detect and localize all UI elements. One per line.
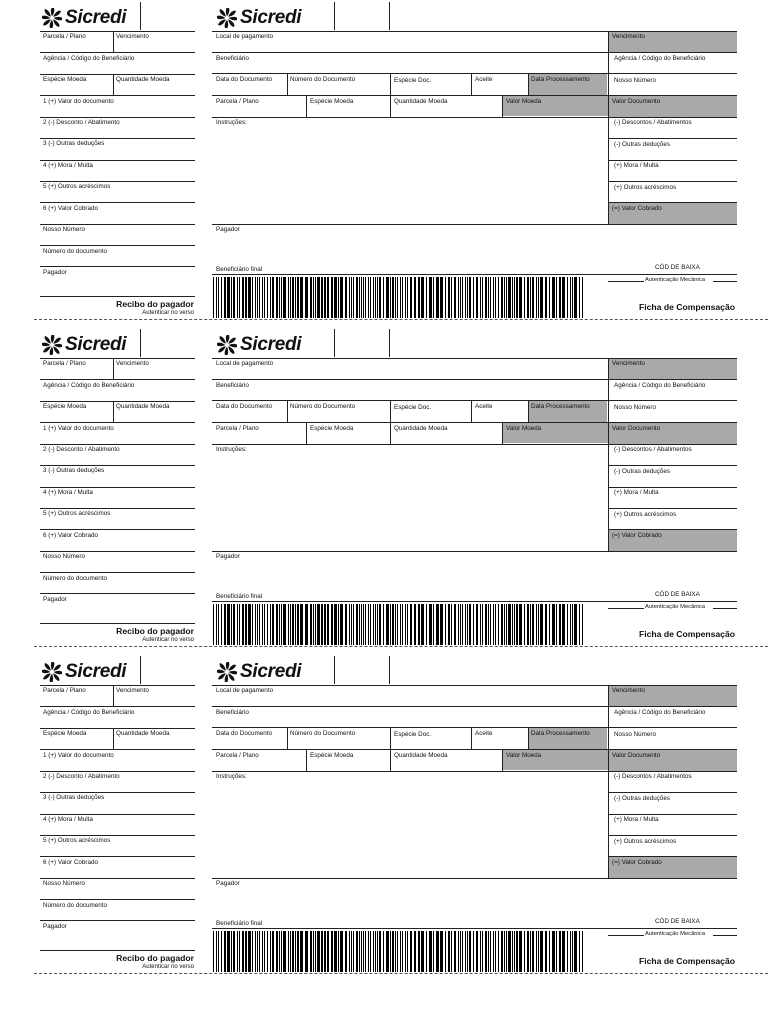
descontos-label: (-) Descontos / Abatimentos [614, 119, 692, 126]
aceite-label: Aceite [475, 76, 493, 83]
receipt-mora-multa-label: 4 (+) Mora / Multa [43, 162, 93, 169]
receipt-outros-acrescimos-label: 5 (+) Outros acréscimos [43, 510, 111, 517]
data-documento-label: Data do Documento [216, 730, 273, 737]
receipt-vencimento-label: Vencimento [116, 33, 149, 40]
receipt-desconto-label: 2 (-) Desconto / Abatimento [43, 446, 120, 453]
compensation-logo [217, 7, 301, 29]
sicredi-pinwheel-icon [217, 335, 237, 355]
compensation-title: Ficha de Compensação [639, 956, 735, 966]
receipt-desconto-label: 2 (-) Desconto / Abatimento [43, 773, 120, 780]
autenticacao-label: Autenticação Mecânica [645, 604, 705, 610]
receipt-vencimento-label: Vencimento [116, 360, 149, 367]
especie-doc-label: Espécie Doc. [394, 404, 432, 411]
especie-doc-label: Espécie Doc. [394, 731, 432, 738]
compensation-logo [217, 334, 301, 356]
autenticacao-label: Autenticação Mecânica [645, 931, 705, 937]
compensation-especie-moeda-label: Espécie Moeda [310, 98, 354, 105]
compensation-nosso-numero-label: Nosso Número [614, 731, 656, 738]
sicredi-pinwheel-icon [42, 662, 62, 682]
compensation-outros-acrescimos-label: (+) Outros acréscimos [614, 511, 677, 518]
compensation-vencimento-label: Vencimento [612, 33, 645, 40]
receipt-nosso-numero-label: Nosso Número [43, 880, 85, 887]
beneficiario-final-label: Beneficiário final [216, 266, 263, 273]
receipt-brand-text: Sicredi [65, 661, 127, 682]
receipt-subtitle: Autenticar no verso [142, 964, 194, 970]
compensation-outras-deducoes-label: (-) Outras deduções [614, 141, 670, 148]
receipt-subtitle: Autenticar no verso [142, 310, 194, 316]
receipt-quantidade-moeda-label: Quantidade Moeda [116, 730, 170, 737]
barcode [212, 604, 586, 645]
cod-baixa-label: CÓD DE BAIXA [655, 591, 700, 598]
compensation-title: Ficha de Compensação [639, 629, 735, 639]
local-pagamento-label: Local de pagamento [216, 33, 274, 40]
beneficiario-label: Beneficiário [216, 382, 249, 389]
receipt-parcela-label: Parcela / Plano [43, 360, 86, 367]
compensation-pagador-label: Pagador [216, 553, 240, 560]
receipt-numero-documento-label: Número do documento [43, 575, 108, 582]
beneficiario-label: Beneficiário [216, 55, 249, 62]
compensation-outros-acrescimos-label: (+) Outros acréscimos [614, 838, 677, 845]
compensation-mora-multa-label: (+) Mora / Multa [614, 816, 659, 823]
cut-line [34, 319, 768, 320]
data-documento-label: Data do Documento [216, 403, 273, 410]
cut-line [34, 973, 768, 974]
valor-documento-label: Valor Documento [612, 425, 661, 432]
compensation-valor-cobrado-label: (=) Valor Cobrado [612, 532, 662, 539]
compensation-outras-deducoes-label: (-) Outras deduções [614, 795, 670, 802]
beneficiario-final-label: Beneficiário final [216, 593, 263, 600]
receipt-valor-documento-label: 1 (+) Valor do documento [43, 752, 114, 759]
compensation-nosso-numero-label: Nosso Número [614, 77, 656, 84]
compensation-especie-moeda-label: Espécie Moeda [310, 752, 354, 759]
compensation-brand-text: Sicredi [240, 661, 302, 682]
compensation-quantidade-moeda-label: Quantidade Moeda [394, 425, 448, 432]
compensation-vencimento-label: Vencimento [612, 687, 645, 694]
receipt-quantidade-moeda-label: Quantidade Moeda [116, 76, 170, 83]
receipt-valor-cobrado-label: 6 (+) Valor Cobrado [43, 205, 99, 212]
compensation-parcela-label: Parcela / Plano [216, 98, 259, 105]
numero-documento-label: Número do Documento [290, 403, 356, 410]
receipt-nosso-numero-label: Nosso Número [43, 226, 85, 233]
especie-doc-label: Espécie Doc. [394, 77, 432, 84]
compensation-quantidade-moeda-label: Quantidade Moeda [394, 98, 448, 105]
receipt-mora-multa-label: 4 (+) Mora / Multa [43, 489, 93, 496]
compensation-agencia-label: Agência / Código do Beneficiário [614, 382, 706, 389]
compensation-pagador-label: Pagador [216, 226, 240, 233]
compensation-logo [217, 661, 301, 683]
receipt-outras-deducoes-label: 3 (-) Outras deduções [43, 794, 105, 801]
compensation-mora-multa-label: (+) Mora / Multa [614, 489, 659, 496]
beneficiario-final-label: Beneficiário final [216, 920, 263, 927]
receipt-parcela-label: Parcela / Plano [43, 33, 86, 40]
receipt-outros-acrescimos-label: 5 (+) Outros acréscimos [43, 183, 111, 190]
receipt-numero-documento-label: Número do documento [43, 248, 108, 255]
sicredi-pinwheel-icon [42, 335, 62, 355]
compensation-valor-cobrado-label: (=) Valor Cobrado [612, 859, 662, 866]
receipt-especie-moeda-label: Espécie Moeda [43, 403, 87, 410]
compensation-brand-text: Sicredi [240, 334, 302, 355]
receipt-brand-text: Sicredi [65, 7, 127, 28]
boleto-slip [0, 654, 768, 981]
valor-moeda-label: Valor Moeda [506, 98, 542, 105]
receipt-logo [42, 7, 126, 29]
receipt-valor-cobrado-label: 6 (+) Valor Cobrado [43, 532, 99, 539]
barcode [212, 277, 586, 318]
receipt-pagador-label: Pagador [43, 923, 67, 930]
sicredi-pinwheel-icon [217, 8, 237, 28]
cod-baixa-label: CÓD DE BAIXA [655, 918, 700, 925]
receipt-subtitle: Autenticar no verso [142, 637, 194, 643]
cut-line [34, 646, 768, 647]
numero-documento-label: Número do Documento [290, 76, 356, 83]
compensation-pagador-label: Pagador [216, 880, 240, 887]
local-pagamento-label: Local de pagamento [216, 360, 274, 367]
local-pagamento-label: Local de pagamento [216, 687, 274, 694]
receipt-mora-multa-label: 4 (+) Mora / Multa [43, 816, 93, 823]
cod-baixa-label: CÓD DE BAIXA [655, 264, 700, 271]
receipt-desconto-label: 2 (-) Desconto / Abatimento [43, 119, 120, 126]
valor-documento-label: Valor Documento [612, 98, 661, 105]
data-documento-label: Data do Documento [216, 76, 273, 83]
receipt-pagador-label: Pagador [43, 269, 67, 276]
barcode [212, 931, 586, 972]
receipt-especie-moeda-label: Espécie Moeda [43, 730, 87, 737]
sicredi-pinwheel-icon [217, 662, 237, 682]
receipt-parcela-label: Parcela / Plano [43, 687, 86, 694]
receipt-valor-documento-label: 1 (+) Valor do documento [43, 98, 114, 105]
autenticacao-label: Autenticação Mecânica [645, 277, 705, 283]
receipt-numero-documento-label: Número do documento [43, 902, 108, 909]
data-processamento-label: Data Processamento [531, 730, 590, 737]
aceite-label: Aceite [475, 730, 493, 737]
boleto-slip [0, 327, 768, 654]
receipt-quantidade-moeda-label: Quantidade Moeda [116, 403, 170, 410]
receipt-title: Recibo do pagador [116, 953, 194, 963]
compensation-parcela-label: Parcela / Plano [216, 752, 259, 759]
instrucoes-label: Instruções: [216, 119, 247, 126]
receipt-outras-deducoes-label: 3 (-) Outras deduções [43, 467, 105, 474]
compensation-title: Ficha de Compensação [639, 302, 735, 312]
descontos-label: (-) Descontos / Abatimentos [614, 773, 692, 780]
receipt-valor-documento-label: 1 (+) Valor do documento [43, 425, 114, 432]
receipt-logo [42, 334, 126, 356]
receipt-pagador-label: Pagador [43, 596, 67, 603]
compensation-especie-moeda-label: Espécie Moeda [310, 425, 354, 432]
instrucoes-label: Instruções: [216, 446, 247, 453]
valor-moeda-label: Valor Moeda [506, 752, 542, 759]
compensation-nosso-numero-label: Nosso Número [614, 404, 656, 411]
receipt-title: Recibo do pagador [116, 626, 194, 636]
valor-documento-label: Valor Documento [612, 752, 661, 759]
receipt-valor-cobrado-label: 6 (+) Valor Cobrado [43, 859, 99, 866]
sicredi-pinwheel-icon [42, 8, 62, 28]
valor-moeda-label: Valor Moeda [506, 425, 542, 432]
compensation-valor-cobrado-label: (=) Valor Cobrado [612, 205, 662, 212]
instrucoes-label: Instruções: [216, 773, 247, 780]
compensation-brand-text: Sicredi [240, 7, 302, 28]
compensation-mora-multa-label: (+) Mora / Multa [614, 162, 659, 169]
compensation-vencimento-label: Vencimento [612, 360, 645, 367]
receipt-brand-text: Sicredi [65, 334, 127, 355]
compensation-parcela-label: Parcela / Plano [216, 425, 259, 432]
data-processamento-label: Data Processamento [531, 76, 590, 83]
receipt-title: Recibo do pagador [116, 299, 194, 309]
beneficiario-label: Beneficiário [216, 709, 249, 716]
numero-documento-label: Número do Documento [290, 730, 356, 737]
receipt-vencimento-label: Vencimento [116, 687, 149, 694]
receipt-agencia-label: Agência / Código do Beneficiário [43, 709, 135, 716]
compensation-outros-acrescimos-label: (+) Outros acréscimos [614, 184, 677, 191]
receipt-especie-moeda-label: Espécie Moeda [43, 76, 87, 83]
descontos-label: (-) Descontos / Abatimentos [614, 446, 692, 453]
compensation-agencia-label: Agência / Código do Beneficiário [614, 709, 706, 716]
receipt-agencia-label: Agência / Código do Beneficiário [43, 382, 135, 389]
compensation-agencia-label: Agência / Código do Beneficiário [614, 55, 706, 62]
receipt-agencia-label: Agência / Código do Beneficiário [43, 55, 135, 62]
receipt-logo [42, 661, 126, 683]
receipt-outros-acrescimos-label: 5 (+) Outros acréscimos [43, 837, 111, 844]
data-processamento-label: Data Processamento [531, 403, 590, 410]
compensation-quantidade-moeda-label: Quantidade Moeda [394, 752, 448, 759]
compensation-outras-deducoes-label: (-) Outras deduções [614, 468, 670, 475]
receipt-nosso-numero-label: Nosso Número [43, 553, 85, 560]
aceite-label: Aceite [475, 403, 493, 410]
boleto-slip [0, 0, 768, 327]
receipt-outras-deducoes-label: 3 (-) Outras deduções [43, 140, 105, 147]
